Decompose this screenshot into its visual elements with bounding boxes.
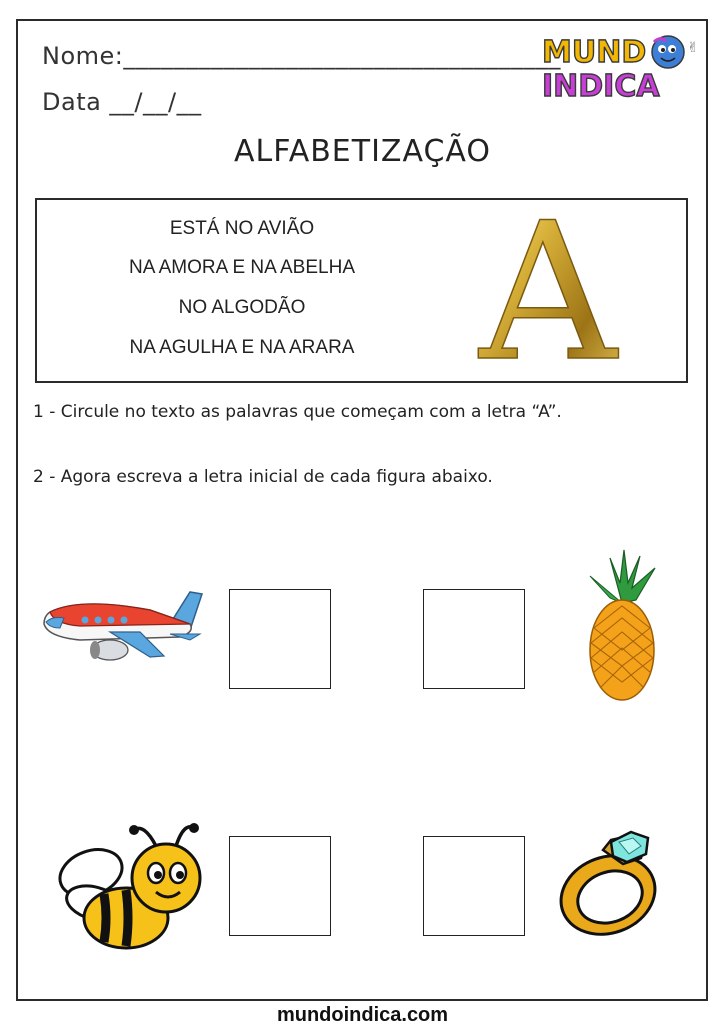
page-title: ALFABETIZAÇÃO: [233, 134, 492, 169]
poem-line: NO ALGODÃO: [178, 297, 306, 318]
date-field[interactable]: Data __/__/__: [42, 88, 202, 116]
answer-box-airplane[interactable]: [229, 589, 331, 689]
bee-icon: [56, 818, 206, 953]
instruction-1: 1 - Circule no texto as palavras que começam com a letra “A”.: [33, 402, 562, 422]
instruction-2: 2 - Agora escreva a letra inicial de cada figura abaixo.: [33, 467, 493, 487]
poem-line: NA AGULHA E NA ARARA: [129, 337, 355, 358]
mundo-indica-logo: [540, 30, 700, 106]
name-field[interactable]: Nome:___________________________________: [42, 42, 561, 70]
poem-line: ESTÁ NO AVIÃO: [169, 218, 315, 239]
golden-letter-a: [473, 210, 623, 370]
airplane-icon: [40, 582, 205, 672]
ring-icon: [553, 820, 673, 940]
footer-website[interactable]: mundoindica.com: [276, 1004, 449, 1026]
pineapple-icon: [580, 548, 665, 703]
answer-box-pineapple[interactable]: [423, 589, 525, 689]
svg-text:✌: ✌: [687, 40, 699, 56]
poem-line: NA AMORA E NA ABELHA: [129, 257, 355, 278]
answer-box-bee[interactable]: [229, 836, 331, 936]
poem-box: [35, 198, 688, 383]
svg-text:INDICA: INDICA: [542, 69, 660, 104]
featured-letter: A: [479, 210, 617, 370]
answer-box-ring[interactable]: [423, 836, 525, 936]
svg-text:MUND: MUND: [542, 35, 647, 70]
